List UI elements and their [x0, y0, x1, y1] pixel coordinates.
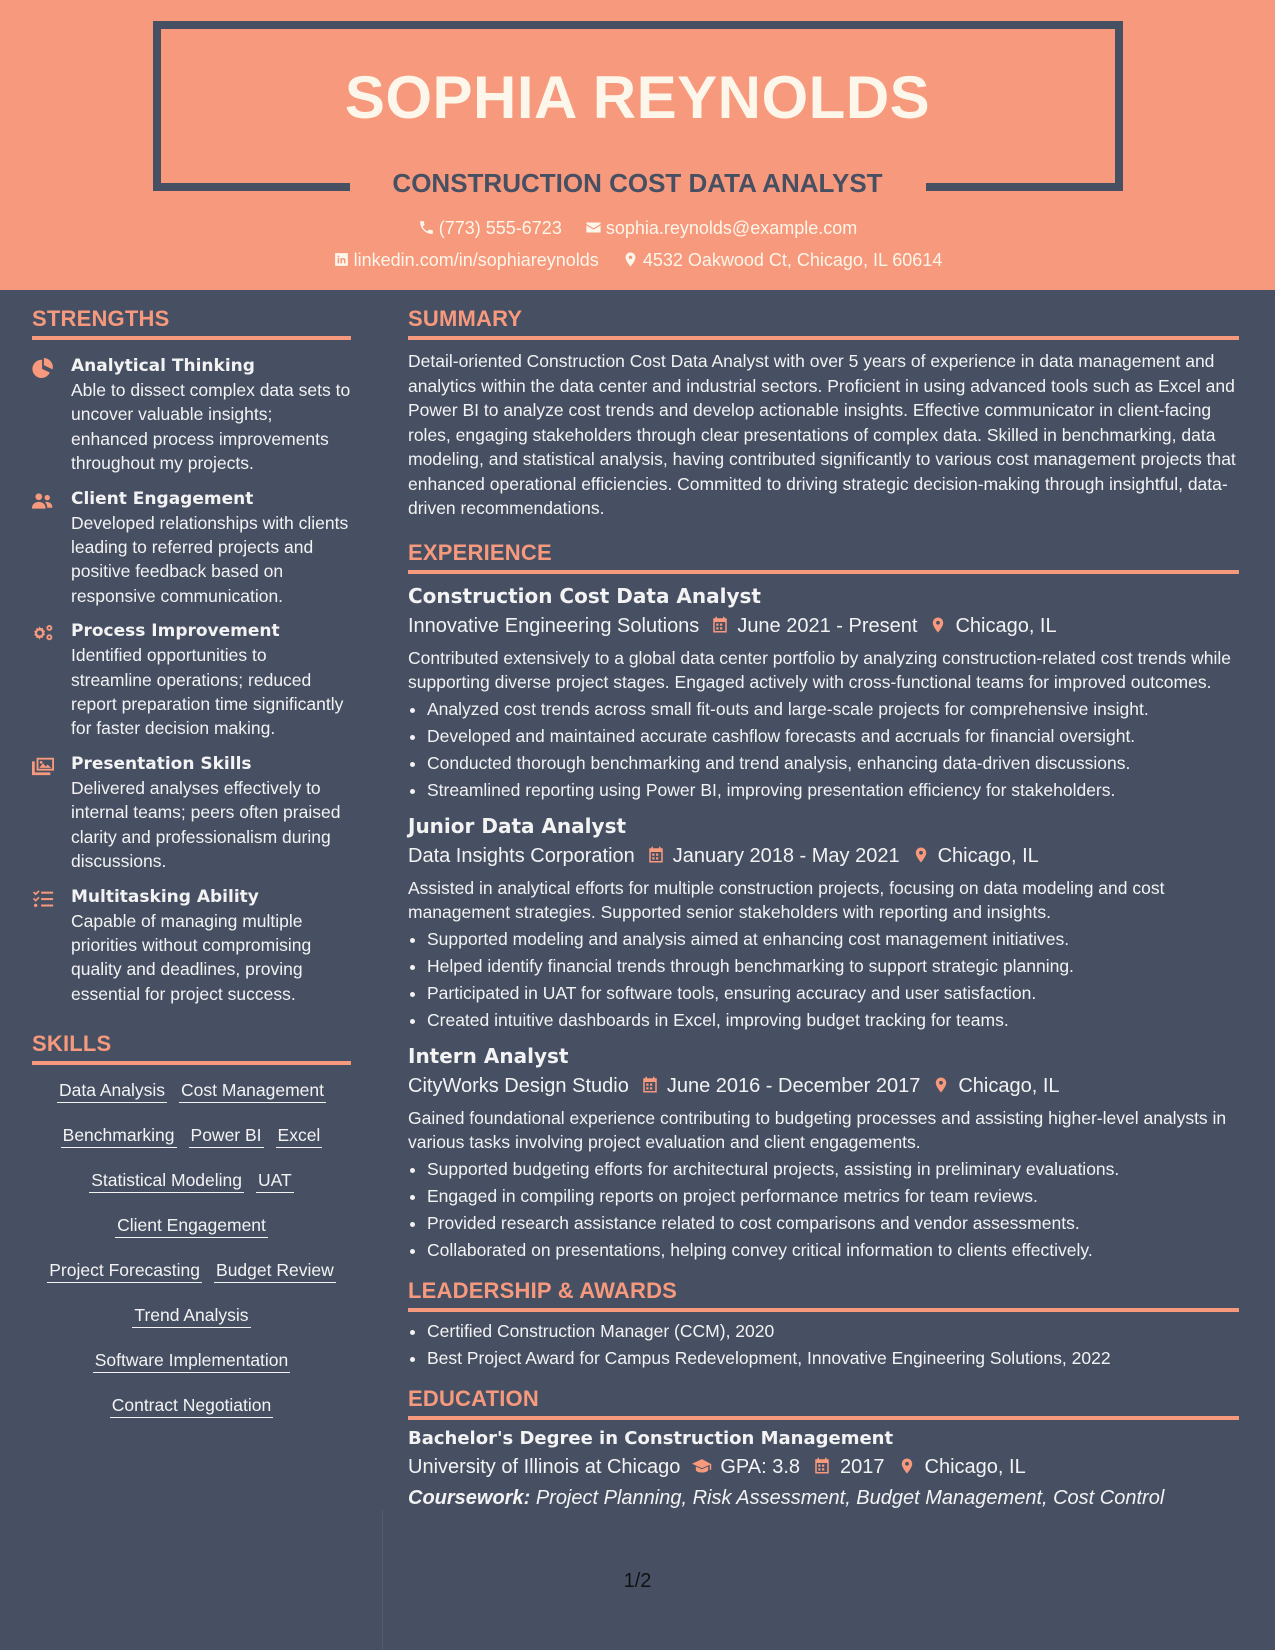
list-check-icon [32, 889, 54, 909]
strength-item [32, 752, 351, 874]
right-column [408, 306, 1239, 1513]
job-meta [408, 841, 1239, 871]
job-title: Construction Cost Data Analyst [408, 583, 761, 608]
map-pin-icon [897, 1457, 917, 1475]
job-title: Junior Data Analyst [408, 813, 627, 838]
map-pin-icon [932, 1076, 950, 1094]
job-title: Intern Analyst [408, 1043, 569, 1068]
skill-tag: Trend Analysis [132, 1304, 250, 1328]
linkedin-item [333, 250, 599, 271]
job-location: Chicago, IL [937, 844, 1039, 867]
users-icon [32, 491, 54, 511]
coursework [408, 1483, 1239, 1513]
skill-tag: Project Forecasting [47, 1259, 202, 1283]
resume-header [0, 0, 1275, 290]
email-text[interactable]: sophia.reynolds@example.com [605, 218, 858, 238]
education-location: Chicago, IL [924, 1455, 1026, 1478]
skill-tag: Software Implementation [93, 1349, 291, 1373]
skill-tag: Data Analysis [57, 1079, 167, 1103]
skills-section [32, 1031, 351, 1439]
strength-desc: Developed relationships with clients leading to referred projects and positive feedback based on responsive communication. [71, 512, 349, 606]
map-pin-icon [912, 846, 930, 864]
strength-item [32, 354, 351, 476]
job-meta [408, 611, 1239, 641]
job-bullets [408, 696, 1239, 804]
graduation-cap-icon [692, 1457, 712, 1475]
calendar-icon [647, 846, 665, 864]
skill-row [32, 1349, 351, 1394]
skill-tag: Contract Negotiation [110, 1394, 274, 1418]
calendar-icon [812, 1457, 832, 1475]
strength-desc: Capable of managing multiple priorities without compromising quality and deadlines, proving essential for project success. [71, 910, 312, 1004]
job-bullet: • Participated in UAT for software tools, ensuring accuracy and user satisfaction. [427, 980, 1239, 1007]
job-dates: June 2016 - December 2017 [666, 1074, 921, 1097]
calendar-icon [711, 616, 729, 634]
contact-line-2 [0, 250, 1275, 271]
skill-tag: Excel [276, 1124, 323, 1148]
skill-tag: Benchmarking [61, 1124, 177, 1148]
pie-chart-icon [32, 358, 54, 378]
strength-item [32, 885, 351, 1007]
strength-desc: Delivered analyses effectively to internal teams; peers often praised clarity and professionalism during discussions. [71, 777, 341, 872]
job-location: Chicago, IL [955, 614, 1057, 637]
job-bullets [408, 1156, 1239, 1264]
job-company: Data Insights Corporation [408, 844, 635, 867]
coursework-text: Project Planning, Risk Assessment, Budget Management, Cost Control [535, 1486, 1165, 1509]
strength-title: Multitasking Ability [71, 886, 259, 907]
job-dates: June 2021 - Present [737, 614, 918, 637]
skill-tag: Budget Review [214, 1259, 336, 1283]
education-section [408, 1386, 1239, 1513]
job-description: Gained foundational experience contributing to budgeting processes and assisting higher-level analysts in various tasks involving project evaluation and client engagements. [408, 1107, 1227, 1152]
job-bullet: • Created intuitive dashboards in Excel, improving budget tracking for teams. [427, 1007, 1239, 1034]
job-bullet: • Supported budgeting efforts for architectural projects, assisting in preliminary evaluations. [427, 1156, 1239, 1183]
strength-title: Analytical Thinking [71, 356, 255, 376]
phone-item [418, 218, 562, 239]
education-title: EDUCATION [408, 1386, 1239, 1420]
phone-icon [418, 219, 435, 236]
award-item: • Best Project Award for Campus Redevelopment, Innovative Engineering Solutions, 2022 [427, 1345, 1239, 1372]
award-item: • Certified Construction Manager (CCM), 2020 [427, 1318, 1239, 1345]
candidate-role: CONSTRUCTION COST DATA ANALYST [392, 168, 883, 198]
linkedin-text[interactable]: linkedin.com/in/sophiareynolds [353, 250, 599, 270]
job-location: Chicago, IL [958, 1074, 1060, 1097]
awards-title: LEADERSHIP & AWARDS [408, 1278, 1239, 1312]
skill-tag: Cost Management [179, 1079, 326, 1103]
school-name: University of Illinois at Chicago [408, 1455, 681, 1478]
job-bullet: • Analyzed cost trends across small fit-outs and large-scale projects for comprehensive insight. [427, 696, 1239, 723]
job-entry [408, 812, 1239, 1034]
job-description: Assisted in analytical efforts for multiple construction projects, focusing on data modeling and cost management strategies. Supported senior stakeholders with reporting and insights. [408, 877, 1165, 922]
strength-title: Presentation Skills [71, 753, 252, 774]
degree-title: Bachelor's Degree in Construction Management [408, 1427, 894, 1449]
page-number: 1/2 [623, 1570, 652, 1592]
job-bullet: • Engaged in compiling reports on project performance metrics for team reviews. [427, 1183, 1239, 1210]
job-bullet: • Helped identify financial trends through benchmarking to support strategic planning. [427, 953, 1239, 980]
skill-tag: Statistical Modeling [89, 1169, 244, 1193]
job-bullet: • Developed and maintained accurate cashflow forecasts and accruals for financial oversight. [427, 723, 1239, 750]
candidate-name: SOPHIA REYNOLDS [344, 64, 931, 131]
job-bullet: • Collaborated on presentations, helping convey critical information to clients effectively. [427, 1237, 1239, 1264]
strengths-title: STRENGTHS [32, 306, 351, 340]
job-description: Contributed extensively to a global data center portfolio by analyzing construction-related cost trends while supporting diverse project stages. Engaged actively with cross-functional teams for improved outcomes. [408, 647, 1231, 692]
strength-item [32, 619, 351, 741]
job-dates: January 2018 - May 2021 [672, 844, 900, 867]
education-meta [408, 1452, 1239, 1482]
strength-item [32, 487, 351, 609]
skills-title: SKILLS [32, 1031, 351, 1065]
job-bullets [408, 926, 1239, 1034]
linkedin-icon [333, 251, 350, 268]
job-meta [408, 1071, 1239, 1101]
coursework-label: Coursework: [408, 1486, 531, 1509]
job-entry [408, 1042, 1239, 1264]
map-pin-icon [622, 251, 639, 268]
awards-section [408, 1278, 1239, 1372]
job-bullet: • Supported modeling and analysis aimed at enhancing cost management initiatives. [427, 926, 1239, 953]
phone-text[interactable]: (773) 555-6723 [438, 218, 562, 238]
envelope-icon [585, 219, 602, 236]
summary-text: Detail-oriented Construction Cost Data Analyst with over 5 years of experience in data management and analytics within the data center and industrial sectors. Proficient in using advanced tools such as Excel and Power BI to analyze cost trends and develop actionable insights. Effective communicator in client-facing roles, engaging stakeholders through clear presentations of complex data. Skilled in benchmarking, data modeling, and statistical analysis, having contributed significantly to various cost management projects that enhanced operational efficiencies. Committed to driving strategic decision-making through insightful, data-driven recommendations. [408, 351, 1236, 518]
email-item [585, 218, 857, 239]
address-text: 4532 Oakwood Ct, Chicago, IL 60614 [642, 250, 943, 270]
job-bullet: • Conducted thorough benchmarking and trend analysis, enhancing data-driven discussions. [427, 750, 1239, 777]
skill-row [32, 1124, 351, 1169]
skill-row [32, 1214, 351, 1259]
job-bullet: • Provided research assistance related to cost comparisons and vendor assessments. [427, 1210, 1239, 1237]
gpa: GPA: 3.8 [720, 1455, 801, 1478]
map-pin-icon [929, 616, 947, 634]
left-column [32, 306, 351, 1439]
skill-row [32, 1079, 351, 1124]
calendar-icon [641, 1076, 659, 1094]
job-company: Innovative Engineering Solutions [408, 614, 700, 637]
skill-tag: Power BI [189, 1124, 264, 1148]
skill-row [32, 1259, 351, 1304]
address-item [622, 250, 943, 271]
experience-title: EXPERIENCE [408, 540, 1239, 574]
skills-list [32, 1079, 351, 1439]
images-icon [32, 756, 54, 776]
skill-tag: UAT [256, 1169, 294, 1193]
skill-row [32, 1394, 351, 1439]
job-entry [408, 582, 1239, 804]
job-bullet: • Streamlined reporting using Power BI, improving presentation efficiency for stakeholders. [427, 777, 1239, 804]
strength-title: Client Engagement [71, 488, 254, 509]
experience-section [408, 540, 1239, 1264]
contact-line-1 [0, 218, 1275, 239]
strength-desc: Identified opportunities to streamline operations; reduced report preparation time significantly for faster decision making. [71, 645, 344, 739]
skill-tag: Client Engagement [115, 1214, 268, 1238]
awards-list [408, 1318, 1239, 1372]
skill-row [32, 1304, 351, 1349]
strength-title: Process Improvement [71, 621, 280, 642]
gears-icon [32, 623, 54, 643]
summary-title: SUMMARY [408, 306, 1239, 340]
graduation-year: 2017 [840, 1455, 885, 1478]
job-company: CityWorks Design Studio [408, 1074, 629, 1097]
skill-row [32, 1169, 351, 1214]
strength-desc: Able to dissect complex data sets to uncover valuable insights; enhanced process improvements throughout my projects. [71, 380, 351, 474]
